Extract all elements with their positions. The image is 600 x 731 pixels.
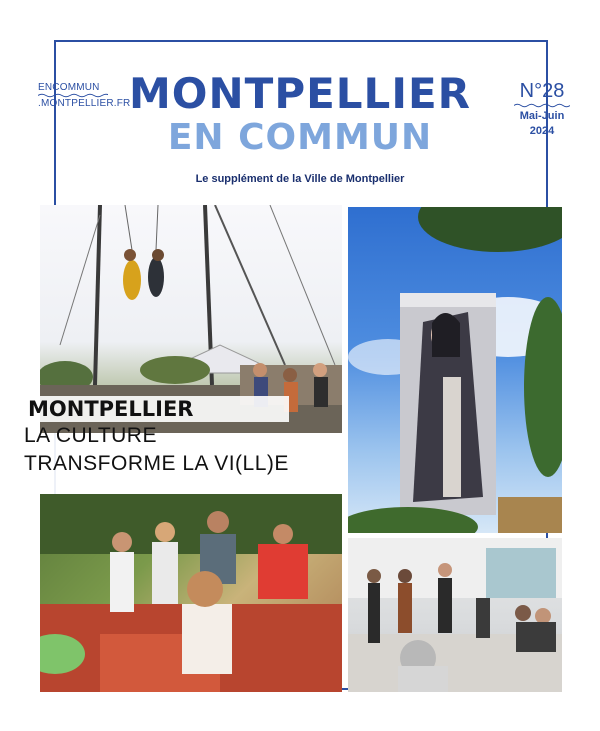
handle-line-2: .MONTPELLIER.FR — [38, 98, 131, 109]
headline-line-3: TRANSFORME LA VI(LL)E — [24, 452, 289, 475]
headline-city: MONTPELLIER — [24, 396, 289, 422]
photo-tower-mural — [348, 207, 562, 533]
concert-scene-illustration — [348, 538, 562, 692]
issue-number: N°28 — [519, 80, 565, 102]
masthead-subtitle: Le supplément de la Ville de Montpellier — [195, 173, 405, 185]
photo-children-reading — [40, 494, 342, 692]
masthead-title-line-2: EN COMMUN — [167, 117, 433, 158]
masthead-title-line-1: MONTPELLIER — [129, 69, 471, 118]
cover-headline — [24, 396, 289, 478]
issue-date-month: Mai-Juin — [519, 110, 565, 122]
photo-chamber-concert — [348, 538, 562, 692]
wave-decoration-icon — [514, 103, 570, 108]
children-scene-illustration — [40, 494, 342, 692]
website-handle — [38, 82, 131, 109]
issue-info — [502, 80, 582, 138]
tower-scene-illustration — [348, 207, 562, 533]
headline-line-2: LA CULTURE — [24, 424, 157, 447]
handle-line-1: ENCOMMUN — [38, 82, 100, 93]
issue-date-year: 2024 — [529, 125, 555, 137]
